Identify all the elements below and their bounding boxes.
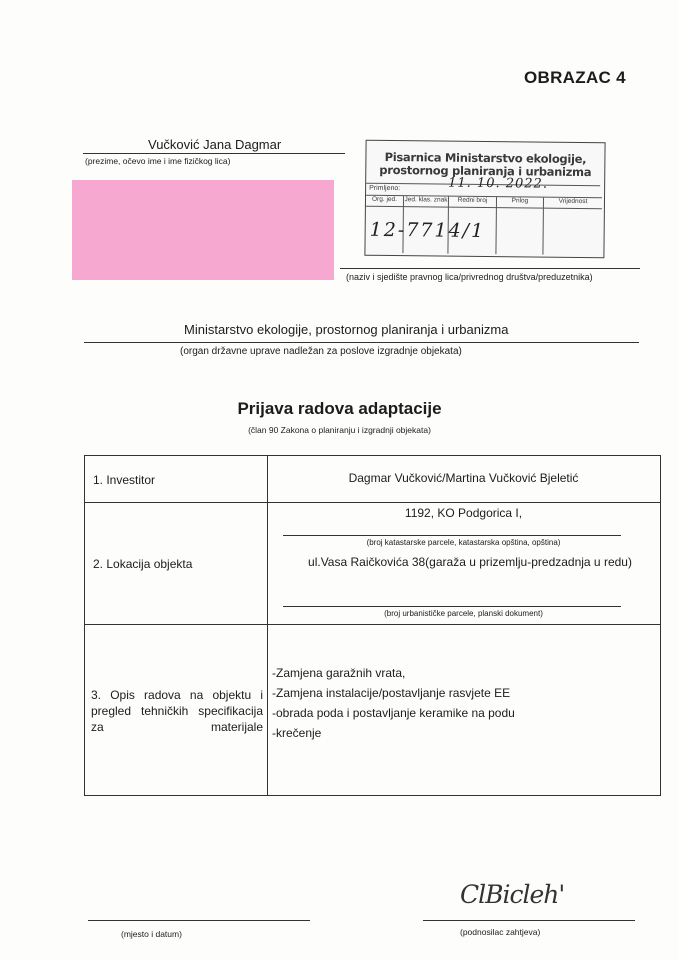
stamp-col-number: Redni broj bbox=[449, 197, 497, 209]
applicant-name-line bbox=[83, 153, 345, 154]
stamp-col-class: Jed. klas. znak bbox=[404, 196, 449, 207]
stamp-col-value: Vrijednost bbox=[544, 198, 602, 210]
document-subtitle: (član 90 Zakona o planiranju i izgradnji objekata) bbox=[248, 425, 431, 435]
legal-entity-line bbox=[340, 268, 640, 269]
parcel-value: 1192, KO Podgorica I, bbox=[404, 506, 523, 520]
stamp-col-org: Org. jed. bbox=[366, 196, 404, 207]
applicant-signature: ClBicleh' bbox=[460, 880, 565, 909]
works-description-label: 3. Opis radova na objektu i pregled tehničkih specifikacija za materijale bbox=[91, 688, 263, 734]
authority-caption: (organ državne uprave nadležan za poslove izgradnje objekata) bbox=[180, 346, 462, 357]
investor-label: 1. Investitor bbox=[93, 473, 156, 487]
redacted-block bbox=[72, 180, 334, 280]
works-item: -krečenje bbox=[272, 726, 322, 740]
stamp-received-date: 11. 10. 2022. bbox=[448, 175, 549, 192]
address-value: ul.Vasa Raičkovića 38(garaža u prizemlju-predzadnja u redu) bbox=[308, 555, 632, 569]
stamp-received-label: Primljeno: bbox=[369, 184, 401, 193]
authority-name: Ministarstvo ekologije, prostornog planiranja i urbanizma bbox=[184, 322, 509, 337]
urban-parcel-line bbox=[283, 606, 621, 607]
stamp-col-attachment: Prilog bbox=[497, 197, 544, 208]
document-title: Prijava radova adaptacije bbox=[237, 399, 442, 418]
place-date-caption: (mjesto i datum) bbox=[121, 929, 182, 939]
table-row-divider bbox=[85, 502, 660, 503]
applicant-signature-line bbox=[423, 920, 635, 921]
works-item: -obrada poda i postavljanje keramike na podu bbox=[272, 706, 515, 720]
stamp-cell bbox=[496, 208, 543, 254]
application-table bbox=[84, 455, 661, 796]
location-label: 2. Lokacija objekta bbox=[93, 557, 193, 571]
place-date-line bbox=[88, 920, 310, 921]
registry-stamp bbox=[364, 140, 605, 259]
table-row-divider bbox=[85, 624, 660, 625]
authority-line bbox=[84, 342, 639, 343]
stamp-cell bbox=[543, 209, 601, 256]
parcel-caption: (broj katastarske parcele, katastarska opština, opština) bbox=[366, 538, 561, 547]
urban-parcel-caption: (broj urbanističke parcele, planski dokument) bbox=[384, 609, 543, 618]
parcel-line bbox=[283, 535, 621, 536]
investor-value: Dagmar Vučković/Martina Vučković Bjeletić bbox=[348, 471, 579, 485]
stamp-title: Pisarnica Ministarstvo ekologije, prostornog planiranja i urbanizma bbox=[379, 149, 592, 180]
applicant-caption: (podnosilac zahtjeva) bbox=[460, 927, 541, 937]
works-list bbox=[272, 663, 515, 743]
stamp-registry-number: 12-7714/1 bbox=[369, 218, 486, 243]
works-item: -Zamjena garažnih vrata, bbox=[272, 666, 406, 680]
applicant-name-caption: (prezime, očevo ime i ime fizičkog lica) bbox=[85, 156, 231, 166]
applicant-name: Vučković Jana Dagmar bbox=[148, 137, 282, 152]
form-number: OBRAZAC 4 bbox=[524, 68, 626, 87]
works-item: -Zamjena instalacije/postavljanje rasvjete EE bbox=[272, 686, 511, 700]
legal-entity-caption: (naziv i sjedište pravnog lica/privrednog društva/preduzetnika) bbox=[346, 272, 593, 282]
